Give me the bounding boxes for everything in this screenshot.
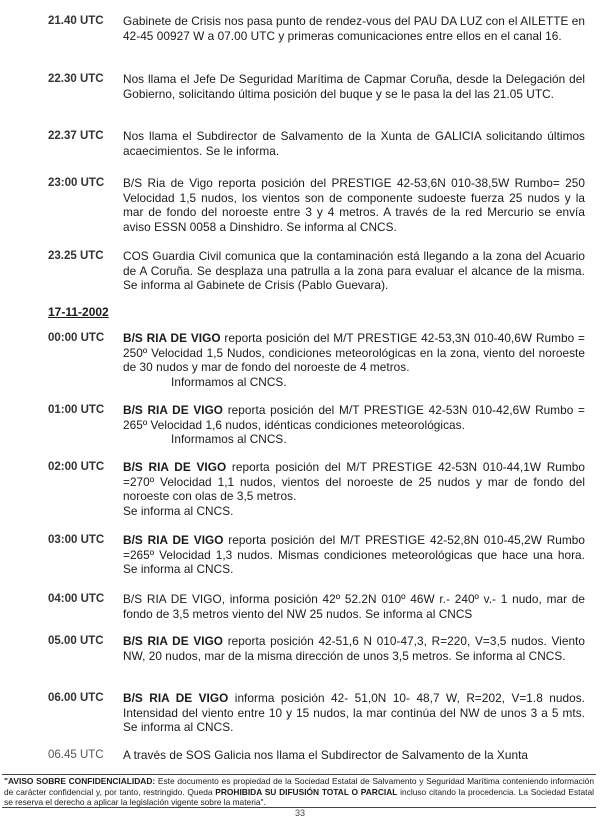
entry-time: 23:00 UTC [48,177,105,189]
entry-text: B/S RIA DE VIGO, informa posición 42º 52.2N 010º 46W r.- 240º v.- 1 nudo, mar de fondo de 3,5 metros viento del NW 25 nudos. Se informa al CNCS [123,592,585,621]
page-number: 33 [294,808,305,818]
notice-prohibition: PROHIBIDA SU DIFUSIÓN TOTAL O PARCIAL [215,786,398,797]
entry-time: 23.25 UTC [48,250,104,262]
entry-tail: Informamos al CNCS. [171,432,287,447]
confidentiality-notice [2,774,596,808]
entry-time: 04:00 UTC [48,593,105,605]
entry-text: A través de SOS Galicia nos llama el Subdirector de Salvamento de la Xunta [123,748,529,762]
vessel-name: B/S RIA DE VIGO [123,691,229,705]
entry-time: 01:00 UTC [48,404,105,416]
entry-text: B/S RIA DE VIGO reporta posición 42-51,6 N 010-47,3, R=220, V=3,5 nudos. Viento NW, 20 nudos, mar de la misma dirección de unos 3,5 metros. Se informa al CNCS. [123,634,585,663]
entry-time: 22.37 UTC [48,130,104,142]
entry-time: 03:00 UTC [48,534,105,546]
entry-text: COS Guardia Civil comunica que la contaminación está llegando a la zona del Acuario de A Coruña. Se desplaza una patrulla a la zona para evaluar el alcance de la misma. Se informa al Gabinete de Crisis (Pablo Guevara). [123,249,585,293]
notice-tail: incluso citando la procedencia. La Sociedad Estatal se reserva el derecho a aplicar la legislación vigente sobre la materia". [4,786,594,808]
entry-text: B/S RIA DE VIGO reporta posición del M/T PRESTIGE 42-53N 010-42,6W Rumbo = 265º Velocidad 1,6 nudos, idénticas condiciones meteorológicas. Informamos al CNCS. [123,403,585,447]
notice-body: Este documento es propiedad de la Sociedad Estatal de Salvamento y Seguridad Marítima conteniendo información de carácter confidencial y, por tanto, restringido. Queda [4,776,595,797]
entry-time: 22.30 UTC [48,73,104,85]
entry-text: Nos llama el Subdirector de Salvamento de la Xunta de GALICIA solicitando últimos acaecimientos. Se le informa. [123,129,585,158]
entry-text: Gabinete de Crisis nos pasa punto de rendez-vous del PAU DA LUZ con el AILETTE en 42-45 00927 W a 07.00 UTC y primeras comunicaciones entre ellos en el canal 16. [123,14,585,43]
entry-time: 21.40 UTC [48,15,104,27]
entry-text: Nos llama el Jefe De Seguridad Marítima de Capmar Coruña, desde la Delegación del Gobierno, solicitando última posición del buque y se le pasa la del las 21.05 UTC. [123,72,585,101]
vessel-name: B/S RIA DE VIGO [123,634,224,648]
entry-time: 06.45 UTC [48,749,104,761]
entry-time: 06.00 UTC [48,692,104,704]
vessel-name: B/S RIA DE VIGO [123,460,227,474]
entry-time: 02:00 UTC [48,461,105,473]
entry-tail: Informamos al CNCS. [171,374,287,389]
entry-time: 00:00 UTC [48,332,105,344]
vessel-name: B/S RIA DE VIGO [123,403,224,417]
entry-time: 05.00 UTC [48,635,104,647]
entry-text: B/S RIA DE VIGO reporta posición del M/T PRESTIGE 42-53N 010-44,1W Rumbo =270º Velocidad 1,1 nudos, vientos del noroeste de 25 nudos y mar de fondo del noroeste con olas de 3,5 metros. Se informa al CNCS. [123,460,585,518]
entry-text: B/S RIA DE VIGO informa posición 42- 51,0N 10- 48,7 W, R=202, V=1.8 nudos. Intensidad del viento entre 10 y 15 nudos, la mar continúa del NW de unos 3 a 5 mts. Se informa al CNCS. [123,691,586,735]
notice-label: "AVISO SOBRE CONFIDENCIALIDAD: [4,776,156,786]
vessel-name: B/S RIA DE VIGO [123,331,221,345]
entry-text: B/S RIA DE VIGO reporta posición del M/T PRESTIGE 42-52,8N 010-45,2W Rumbo =265º Velocidad 1,3 nudos. Mismas condiciones meteorológicas que hace una hora. Se informa al CNCS. [123,533,585,577]
date-heading: 17-11-2002 [48,305,109,319]
entry-tail: Se informa al CNCS. [123,503,234,518]
entry-text: B/S RIA DE VIGO reporta posición del M/T PRESTIGE 42-53,3N 010-40,6W Rumbo = 250º Velocidad 1,5 Nudos, condiciones meteorológicas en la zona, viento del noroeste de 30 nudos y mar de fondo del noroeste de 4 metros. Informamos al CNCS. [123,331,585,389]
vessel-name: B/S RIA DE VIGO [123,533,224,547]
entry-text: B/S Ria de Vigo reporta posición del PRESTIGE 42-53,6N 010-38,5W Rumbo= 250 Velocidad 1,5 nudos, los vientos son de componente sudoeste fuerza 25 nudos y la mar de fondo del noroeste entre 3 y 4 metros. A través de la red Mercurio se envía aviso ESSN 0058 a Dinshidro. Se informa al CNCS. [123,176,585,234]
